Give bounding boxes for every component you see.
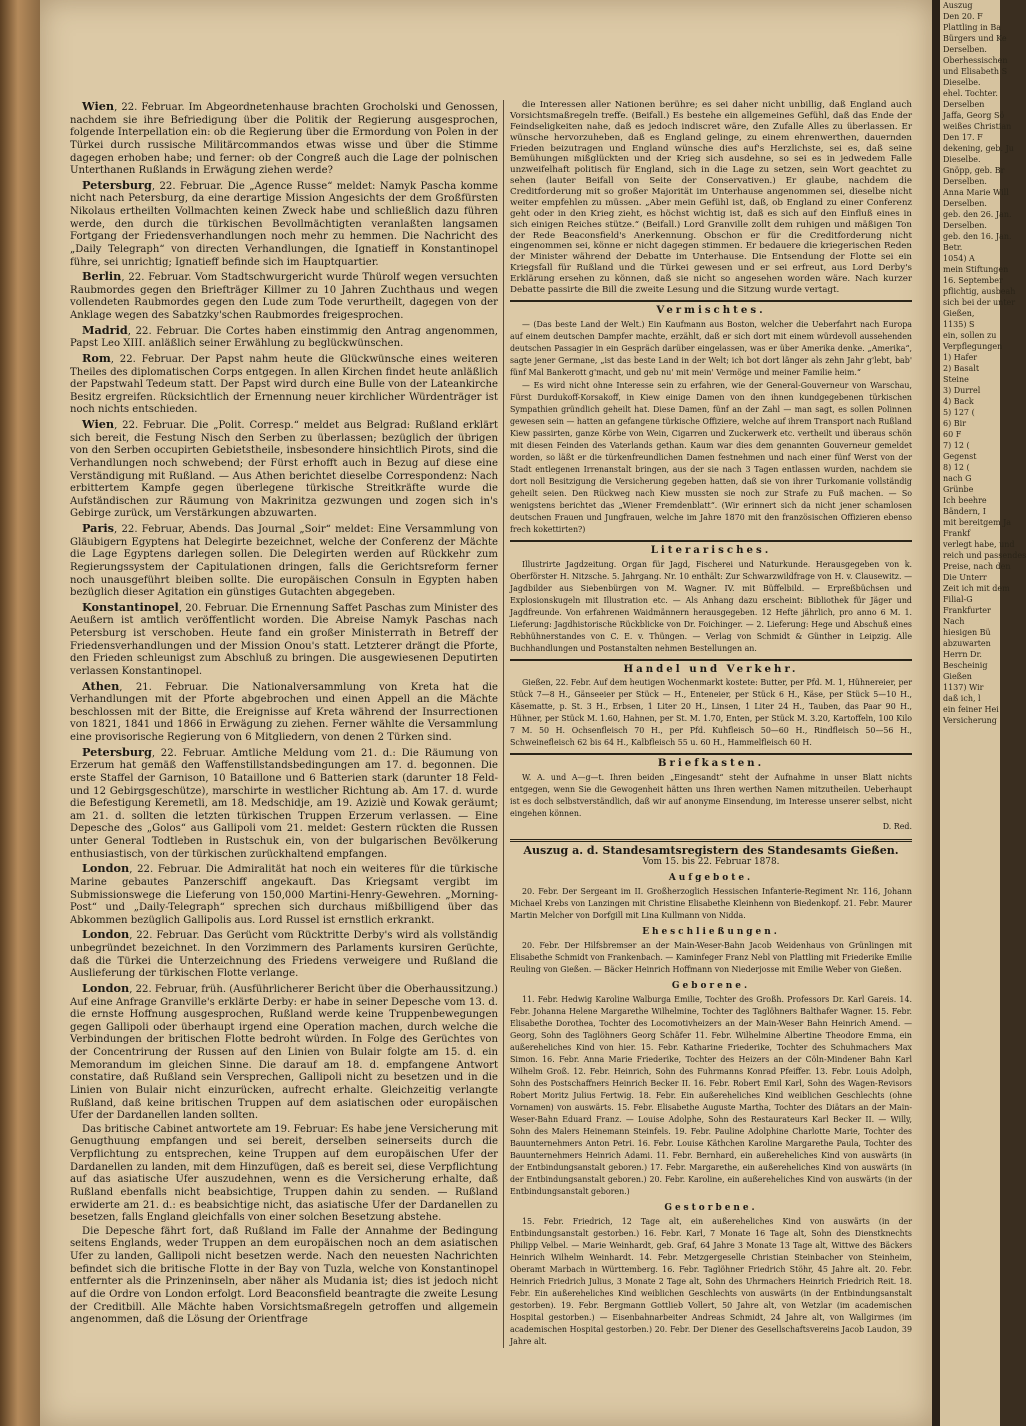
adjacent-page-fragment: Nach (943, 617, 965, 626)
adjacent-page-fragment: Frankf (943, 529, 971, 538)
article-date: , 22. Februar. (129, 864, 201, 876)
article-date: , 22. Februar. (129, 930, 200, 942)
article (70, 324, 498, 351)
adjacent-page-fragment: Gnöpp, geb. Br (943, 166, 1005, 175)
adjacent-page-fragment: 16. September (943, 276, 1003, 285)
standesamt-title: Auszug a. d. Standesamtsregistern des Standesamts Gießen. (510, 839, 912, 857)
briefkasten-section (510, 772, 912, 820)
article-date: , 22. Februar. (114, 420, 187, 431)
article-dateline: Madrid (82, 322, 128, 337)
adjacent-page-fragment: Jaffa, Georg Sö (943, 111, 1005, 120)
vermischtes-paragraph: — Es wird nicht ohne Interesse sein zu erfahren, wie der General-Gouverneur von Warschau, Fürst Durdukoff-Korsakoff, in Kiew einige Damen von den ihnen kundgegebenen türkischen Sympathien gründlich geheilt hat. Diese Damen, fünf an der Zahl — man sagt, es sollen Polinnen gewesen sein — hatten an gefangene türkische Offiziere, welche auf ihrem Transport nach Rußland Kiew passirten, ganze Körbe von Wein, Cigarren und Zuckerwerk etc. vertheilt und überaus schön mit diesen Feinden des Vaterlands gethan. Kaum war dies dem genannten Gouverneur gemeldet worden, so läßt er die türkenfreundlichen Damen festnehmen und nach einer fünf Werst von der Stadt entlegenen Irrenanstalt bringen, aus der sie nach 3 Tagen entlassen wurden, nachdem sie dort noll Besitzigung die Versicherung gegeben hatten, daß sie von ihrer Turkomanie vollständig geheilt seien. Den Rückweg nach Kiew mussten sie noch zur Strafe zu Fuß machen. — So wenigstens berichtet das „Wiener Fremdenblatt“. (Wir erinnert sich da nicht jener schamlosen deutschen Frauen und Jungfrauen, welche im Jahre 1870 mit den französischen Offizieren ebenso frech kokettirten?) (510, 380, 912, 534)
adjacent-page-fragment: Den 17. F (943, 133, 983, 142)
book-binding (0, 0, 40, 1426)
editor-signature: D. Red. (882, 822, 912, 832)
adjacent-page-fragment: Anna Marie Will (943, 188, 1009, 197)
adjacent-page-fragment: Betr. (943, 243, 963, 252)
adjacent-page-fragment: daß ich, l (943, 694, 981, 703)
adjacent-page-edge (940, 0, 1026, 1426)
adjacent-page-fragment: 4) Back (943, 397, 974, 406)
literarisches-section (510, 559, 912, 655)
adjacent-page-fragment: Preise, nach den (943, 562, 1011, 571)
article (70, 270, 498, 323)
adjacent-page-fragment: weißes Christian (943, 122, 1012, 131)
register-entries: 15. Febr. Friedrich, 12 Tage alt, ein außereheliches Kind von auswärts (in der Entbindungsanstalt gestorben.) 16. Febr. Karl, 7 Monate 16 Tage alt, Sohn des Dienstknechts Philipp Velbel. — Marie Weinhardt, geb. Graf, 64 Jahre 3 Monate 13 Tage alt, Wittwe des Bäckers Heinrich Wilhelm Weinhardt. 14. Febr. Metzgergeselle Christian Steinbacher von Steinheim, Oberamt Marbach in Württemberg. 16. Febr. Taglöhner Friedrich Stöhr, 45 Jahre alt. 20. Febr. Heinrich Friedrich Julius, 3 Monate 2 Tage alt, Sohn des Uhrmachers Heinrich Friedrich Reit. 18. Febr. Ein außereheliches Kind weiblichen Geschlechts von auswärts (in der Entbindungsanstalt gestorben). 19. Febr. Bergmann Gottlieb Vollert, 50 Jahre alt, von Wetzlar (im academischen Hospital gestorben.) — Eisenbahnarbeiter Andreas Schmidt, 24 Jahre alt, von Wallgirmes (im academischen Hospital gestorben.) 20. Febr. Der Diener des Gesellschaftsvereins Jacob Laudon, 39 Jahre alt. (510, 1217, 912, 1346)
article-dateline: Petersburg (82, 744, 152, 759)
article-text: Das britische Cabinet antwortete am 19. Februar: Es habe jene Versicherung mit Genugthuung empfangen und sei bereit, derselben seinerseits durch die Verpflichtung zu entsprechen, keine Truppen auf dem europäischen Ufer der Dardanellen zu landen, mit dem Hinzufügen, daß es bereit sei, diese Verpflichtung auf das asiatische Ufer auszudehnen, wenn es die Versicherung erhalte, daß Rußland ebenfalls nicht beabsichtige, Truppen dahin zu senden. — Rußland erwiderte am 21. d.: es beabsichtige nicht, das asiatische Ufer der Dardanellen zu besetzen, falls England gleichfalls von einer solchen Besetzung abstehe. (70, 1123, 498, 1224)
adjacent-page-fragment: 7) 12 ( (943, 441, 970, 450)
article-text: Das Journal „Soir“ meldet: Eine Versammlung von Gläubigern Egyptens hat Delegirte bezeichnet, welche der Conferenz der Mächte die Lage Egyptens darlegen sollen. Die Delegirten werden auf Rückkehr zum Regierungssystem der Capitulationen dringen, falls die Gerichtsreform ferner noch unausgeführt bleiben sollte. Die europäischen Consuln in Egypten haben bezüglich dieser Agitation ein günstiges Gutachten abgegeben. (70, 524, 498, 599)
article-date: , 22. Februar. (151, 747, 226, 759)
vermischtes-paragraph: — (Das beste Land der Welt.) Ein Kaufmann aus Boston, welcher die Ueberfahrt nach Europa auf einem deutschen Dampfer machte, erzählt, daß er sich dort mit einem würdevoll aussehenden deutschen Passagier in ein Gespräch darüber eingelassen, was er über Amerika denke. „Amerika“, sagte jener Germane, „ist das beste Land in der Welt; ich bot dort länger als zehn Jahr g'lebt, bab' fünf Mal Bankerott g'macht, und geb nu' mit mein' Vermöge und meiner Familie heim.“ (510, 319, 912, 377)
adjacent-page-fragment: geb. den 26. Jan. (943, 210, 1012, 219)
section-heading-vermischtes: Vermischtes. (510, 300, 912, 316)
article-dateline: London (82, 927, 130, 942)
adjacent-page-fragment: Derselben. (943, 177, 987, 186)
briefkasten-paragraph: W. A. und A—g—t. Ihren beiden „Eingesandt“ steht der Aufnahme in unser Blatt nichts entgegen, wenn Sie die Gewogenheit hätten uns Ihren werthen Namen mitzutheilen. Ueberhaupt ist es doch selbstverständlich, daß wir auf anonyme Einsendung, im Interesse unserer selbst, nicht eingehen können. (510, 773, 912, 819)
adjacent-page-fragment: 8) 12 ( (943, 463, 970, 472)
adjacent-page-fragment: Dieselbe. (943, 155, 981, 164)
article-text: Die Depesche fährt fort, daß Rußland im Falle der Annahme der Bedingung seitens Englands, weder Truppen an dem europäischen noch an dem asiatischen Ufer zu landen, Gallipoli nicht besetzen werde. Nach den neuesten Nachrichten befindet sich die britische Flotte in der Bay von Tuzla, welche von Konstantinopel entfernter als die Prinzeninseln, aber näher als Mudania ist; dies ist jedoch nicht auf die Ordre von London erfolgt. Lord Beaconsfield beantragte die zweite Lesung der Creditbill. Alle Mächte haben Vorsichtsmaßregeln getroffen und allgemein angenommen, daß die Lösung der Orientfrage (70, 1225, 498, 1326)
adjacent-page-fragment: 1137) Wir (943, 683, 984, 692)
article (70, 179, 498, 269)
adjacent-page-fragment: verlegt habe, und (943, 540, 1015, 549)
article-date: , 22. Februar. (151, 180, 224, 192)
article-text: Das Gerücht vom Rücktritte Derby's wird als vollständig unbegründet bezeichnet. In den Vorzimmern des Parlaments kursiren Gerüchte, daß die Türkei die Unterzeichnung des Friedens verweigere und Rußland die Auslieferung der türkischen Flotte verlange. (70, 930, 498, 980)
article-dateline: London (82, 980, 130, 995)
right-column (510, 100, 912, 1349)
adjacent-page-fragment: Bürgers und Ke (943, 34, 1007, 43)
adjacent-page-fragment: 1135) S (943, 320, 975, 329)
adjacent-page-fragment: nach G (943, 474, 972, 483)
column-divider (503, 100, 504, 1348)
article (70, 982, 498, 1123)
adjacent-page-fragment: Herrn Dr. (943, 650, 982, 659)
article-text: Die „Polit. Corresp.“ meldet aus Belgrad: Rußland erklärt sich bereit, die Festung Nisch den Serben zu überlassen; bezüglich der übrigen von den Serben occupirten Gebietstheile, insbesondere hinsichtlich Pirots, sind die Verhandlungen noch schwebend; der Fürst erhofft auch in Bezug auf diese eine Verständigung mit Rußland. — Aus Athen berichtet dieselbe Correspondenz: Nach erbittertem Kampfe gegen überlegene türkische Streitkräfte wurde die Aufständischen zur Räumung von Makrinitza gezwungen und zogen sich in's Gebirge zurück, um Verstärkungen abzuwarten. (70, 420, 498, 520)
article-text: Die „Agence Russe“ meldet: Namyk Pascha komme nicht nach Petersburg, da eine derartige Mission Angesichts der dem Großfürsten Nikolaus ertheilten Vollmachten keinen Zweck habe und schließlich dazu führen werde, den durch die türkischen Bevollmächtigten veranlaßten langsamen Fortgang der Friedensverhandlungen noch mehr zu hemmen. Die Nachricht des „Daily Telegraph“ von directen Verhandlungen, die Ignatieff in Konstantinopel führe, sei unrichtig; Ignatieff befinde sich im Hauptquartier. (70, 180, 498, 268)
handel-section (510, 677, 912, 749)
article (70, 928, 498, 981)
adjacent-page-fragment: mit bereitgem Ja (943, 518, 1012, 527)
vermischtes-section (510, 319, 912, 536)
adjacent-page-fragment: ein, sollen zu (943, 331, 997, 340)
adjacent-page-fragment: Derselben. (943, 45, 987, 54)
adjacent-page-fragment: dekening, geb. Ju (943, 144, 1014, 153)
adjacent-page-fragment: Die Unterr (943, 573, 987, 582)
article-dateline: Athen (82, 678, 120, 693)
adjacent-page-fragment: Frankfurter (943, 606, 991, 615)
article-paragraph: die Interessen aller Nationen berühre; es sei daher nicht unbillig, daß England auch Vorsichtsmaßregeln treffe. (Beifall.) Es bestehe ein allgemeines Gefühl, daß das Ende der Feindseligkeiten nahe, daß es jedoch indiscret wäre, den Zufalle Alles zu überlassen. Er wünsche hervorzuheben, daß es England gelinge, zu einem ehrenwerthen, dauernden Frieden beizutragen und England wünsche dies auf's Herzlichste, sei es, daß seine Bemühungen mißglückten und der Krieg sich ausdehne, so sei es in jedwedem Falle unzweifelhaft politisch für England, sich in die Lage zu setzen, sein Wort geachtet zu sehen (lauter Beifall von Seite der Conservativen.) Er glaube, nachdem die Creditforderung mit so großer Majorität im Unterhause angenommen sei, dieselbe nicht weiter empfehlen zu müssen. „Aber mein Gefühl ist, daß, ob England zu einer Conferenz geht oder in den Krieg zieht, es höchst wichtig ist, daß es sich auf den Einfluß eines in sich einigen Reiches stütze.“ (Beifall.) Lord Granville zollt dem ruhigen und mäßigen Ton der Rede Beaconsfield's Anerkennung. Obschon er für die Creditforderung nicht eingenommen sei, könne er nicht dagegen stimmen. Er bedauere die kriegerischen Reden der Minister während der Debatte im Unterhause. Die Entsendung der Flotte sei ein Kriegsfall für Rußland und die Türkei gewesen und er sei erfreut, aus Lord Derby's Erklärung ersehen zu können, daß sie nicht so angesehen worden wäre. Nach kurzer Debatte passirte die Bill die zweite Lesung und die Sitzung wurde vertagt. (510, 100, 912, 295)
register-entries: 11. Febr. Hedwig Karoline Walburga Emilie, Tochter des Großh. Professors Dr. Karl Gareis. 14. Febr. Johanna Helene Margarethe Wilhelmine, Tochter des Taglöhners Balthafer Wagner. 15. Febr. Elisabethe Dorothea, Tochter des Locomotivheizers an der Main-Weser Bahn Heinrich Amend. — Georg, Sohn des Taglöhners Georg Schäfer 11. Febr. Wilhelmine Albertine Theodore Emma, ein außereheliches Kind von hier. 15. Febr. Katharine Friederike, Tochter des Schuhmachers Max Simon. 16. Febr. Anna Marie Friederike, Tochter des Heizers an der Cöln-Mindener Bahn Karl Wilhelm Groß. 12. Febr. Heinrich, Sohn des Fuhrmanns Konrad Pfeiffer. 13. Febr. Louis Adolph, Sohn des Postschaffners Heinrich Becker II. 16. Febr. Robert Emil Karl, Sohn des Wagen-Revisors Robert Moritz Julius Fertwig. 18. Febr. Ein außereheliches Kind weiblichen Geschlechts (ohne Vornamen) von auswärts. 15. Febr. Elisabethe Auguste Martha, Tochter des Diätars an der Main-Weser-Bahn Eduard Franz. — Louise Adolphe, Sohn des Restaurateurs Karl Becker II. — Willy, Sohn des Malers Heinemann Steinfels. 19. Febr. Pauline Adolphine Charlotte Marie, Tochter des Bauunternehmers Anton Petri. 16. Febr. Louise Käthchen Karoline Margarethe Paula, Tochter des Bauunternehmers Heinrich Adami. 11. Febr. Bernhard, ein außereheliches Kind von auswärts (in der Entbindungsanstalt geboren.) 17. Febr. Margarethe, ein außereheliches Kind von auswärts (in der Entbindungsanstalt geboren.) 20. Febr. Karoline, ein außereheliches Kind von auswärts (in der Entbindungsanstalt geboren.) (510, 995, 912, 1196)
adjacent-page-fragment: Verpflegungen (943, 342, 1003, 351)
adjacent-page-fragment: Gießen, (943, 309, 975, 318)
adjacent-page-fragment: ein feiner Hei (943, 705, 999, 714)
adjacent-page-fragment: geb. den 16. Jan. (943, 232, 1012, 241)
article-dateline: Wien (82, 417, 115, 431)
adjacent-page-fragment: Derselben (943, 100, 985, 109)
adjacent-page-fragment: ehel. Tochter. (943, 89, 998, 98)
article-dateline: Konstantinopel (82, 599, 179, 614)
article (70, 100, 498, 178)
adjacent-page-fragment: Oberhessischen (943, 56, 1008, 65)
article (70, 1124, 498, 1225)
adjacent-page-fragment: Ich beehre (943, 496, 987, 505)
adjacent-page-fragment: 60 F (943, 430, 962, 439)
adjacent-page-fragment: Den 20. F (943, 12, 983, 21)
adjacent-page-fragment: Zeit ich mit dem (943, 584, 1010, 593)
adjacent-page-fragment: Dieselbe. (943, 78, 981, 87)
article (70, 601, 498, 679)
article-dateline: Berlin (82, 269, 122, 284)
article-text: Die Admiralität hat noch ein weiteres für die türkische Marine gebautes Panzerschiff angekauft. Das Kriegsamt vergibt im Submissionswege die Lieferung von 150,000 Martini-Henry-Gewehren. „Morning-Post“ und „Daily-Telegraph“ sprechen sich durchaus mißbilligend über das Abkommen bezüglich Gallipolis aus. Lord Russel ist ernstlich erkrankt. (70, 864, 498, 926)
article (70, 522, 498, 600)
article-text: Die Cortes haben einstimmig den Antrag angenommen, Papst Leo XIII. anläßlich seiner Erwählung zu beglückwünschen. (70, 325, 498, 350)
article (70, 352, 498, 417)
article (70, 862, 498, 927)
article-text: Der Papst nahm heute die Glückwünsche eines weiteren Theiles des diplomatischen Corps entgegen. In allen Kirchen findet heute anläßlich der Papstwahl Tedeum statt. Der Papst wird durch eine Bulle von der Lateankirche Besitz ergreifen. Rücksichtlich der Ernennung neuer kirchlicher Würdenträger ist noch nichts entschieden. (70, 353, 498, 416)
adjacent-page-fragment: Bändern, I (943, 507, 986, 516)
register-heading: Gestorbene. (664, 1203, 758, 1213)
adjacent-page-fragment: Plattling in Ba (943, 23, 1001, 32)
article-dateline: Rom (82, 350, 111, 365)
adjacent-page-fragment: 1054) A (943, 254, 975, 263)
adjacent-page-fragment: Filial-G (943, 595, 973, 604)
article-text: Im Abgeordnetenhause brachten Grocholski und Genossen, nachdem sie ihre Befriedigung über die Politik der Regierung ausgesprochen, folgende Interpellation ein: ob die Regierung über die Ermordung von Polen in der Türkei durch russische Militärcommandos etwas wisse und über die Stimme dagegen erhoben habe; und ferner: ob der Congreß auch die Lage der polnischen Unterthanen Rußlands in Erwägung ziehen werde? (70, 102, 498, 177)
adjacent-page-fragment: mein Stiftungen (943, 265, 1009, 274)
article-date: , 22. Februar, Abends. (114, 524, 231, 535)
handel-paragraph: Gießen, 22. Febr. Auf dem heutigen Wochenmarkt kostete: Butter, per Pfd. M. 1, Hühnereier, per Stück 7—8 H., Gänseeier per Stück — H., Enteneier, per Stück 6 H., Käse, per Stück 5—10 H., Käsematte, p. St. 3 H., Erbsen, 1 Liter 20 H., Linsen, 1 Liter 24 H., Tauben, das Paar 90 H., Hühner, per Stück M. 1.60, Hahnen, per St. M. 1.70, Enten, per Stück M. 3.20, Kartoffeln, 100 Kilo 7 M. 50 H. Ochsenfleisch 70 H., per Pfd. Kuhfleisch 50—60 H., Rindfleisch 50—56 H., Schweinefleisch 62 bis 64 H., Kalbfleisch 55 u. 60 H., Hammelfleisch 60 H. (510, 678, 912, 748)
article-dateline: Petersburg (82, 177, 152, 192)
standesamt-section (510, 872, 912, 1348)
article-date: , 22. Februar. (127, 325, 200, 337)
article (70, 680, 498, 745)
page-gutter (932, 0, 940, 1426)
adjacent-page-fragment: Gießen (943, 672, 972, 681)
article-date: , 20. Februar. (178, 602, 248, 614)
left-column (70, 100, 498, 1328)
article-text: Vom Stadtschwurgericht wurde Thürolf wegen versuchten Raubmordes gegen den Briefträger Killmer zu 10 Jahren Zuchthaus und wegen vollendeten Raubmordes gegen den Lude zum Tode verurtheilt, dagegen von der Anklage wegen des Sabatzky'schen Raubmordes freigesprochen. (70, 272, 498, 321)
article (70, 746, 498, 862)
register-entries: 20. Febr. Der Hilfsbremser an der Main-Weser-Bahn Jacob Weidenhaus von Grünlingen mit Elisabethe Schmidt von Frankenbach. — Kaminfeger Franz Nebl von Plattling mit Friederike Emilie Reuling von Gießen. — Bäcker Heinrich Hoffmann von Niederjosse mit Emilie Weber von Gießen. (510, 941, 912, 974)
adjacent-page-fragment: Bescheinig (943, 661, 988, 670)
article-date: , 22. Februar, früh. (129, 983, 227, 995)
article (70, 1226, 498, 1327)
adjacent-page-fragment: abzuwarten (943, 639, 991, 648)
section-heading-briefkasten: Briefkasten. (510, 753, 912, 769)
register-heading: Aufgebote. (668, 873, 754, 883)
adjacent-page-fragment: hiesigen Bü (943, 628, 991, 637)
literarisches-paragraph: Illustrirte Jagdzeitung. Organ für Jagd, Fischerei und Naturkunde. Herausgegeben von k. Oberförster H. Nitzsche. 5. Jahrgang. Nr. 10 enthält: Zur Schwarzwildfrage von H. v. Clausewitz. — Jagdbilder aus Siebenbürgen von M. Wagner. IV. mit Büffelbild. — Erpreßbüchsen und Explosionskugeln mit Illustration etc. — Als Anhang dazu erscheint: Bibliothek für Jäger und Jagdfreunde. Von erfahrenen Waidmännern herausgegeben. 12 Hefte jährlich, pro anno 6 M. 1. Lieferung: Jagdhistorische Rückblicke von Dr. Foichinger. — 2. Lieferung: Hege und Abschuß eines Rebhühnerstandes von C. E. v. Thüngen. — Verlag von Schmidt & Günther in Leipzig. Alle Buchhandlungen und Postanstalten nehmen Bestellungen an. (510, 559, 912, 653)
adjacent-page-fragment: sich bei der unter (943, 298, 1016, 307)
article-date: , 21. Februar. (119, 681, 209, 693)
adjacent-page-fragment: Derselben. (943, 221, 987, 230)
adjacent-page-fragment: Grünbe (943, 485, 974, 494)
adjacent-page-fragment: pflichtig, ausbeah (943, 287, 1016, 296)
article-text: Amtliche Meldung vom 21. d.: Die Räumung von Erzerum hat gemäß den Waffenstillstandsbedingungen am 17. d. begonnen. Die erste Staffel der Garnison, 10 Bataillone und 6 Batterien stark (darunter 18 Feld- und 12 Gebirgsgeschütze), marschirte in westlicher Richtung ab. Am 17. d. wurde die Befestigung Keremetli, am 18. Medschidje, am 19. Aziziè und Kowak geräumt; am 21. d. sollten die letzten türkischen Truppen Erzerum verlassen. — Eine Depesche des „Golos“ aus Gallipoli vom 21. meldet: Gestern rückten die Russen unter General Todtleben in Rustschuk ein, von der bulgarischen Bevölkerung enthusiastisch, von der türkischen zurückhaltend empfangen. (70, 747, 498, 860)
adjacent-page-fragment: Steine (943, 375, 969, 384)
adjacent-page-fragment: 5) 127 ( (943, 408, 975, 417)
article-text: Die Nationalversammlung von Kreta hat die Verhandlungen mit der Pforte abgebrochen und einen Appell an die Mächte beschlossen mit der Bitte, die Ereignisse auf Kreta während der Insurrectionen von 1821, 1841 und 1866 in Erwägung zu ziehen. Ferner wählte die Versammlung eine provisorische Regierung von 6 Mitgliedern, von denen 2 Türken sind. (70, 681, 498, 743)
article-dateline: Paris (82, 521, 115, 535)
adjacent-page-fragment: Derselben. (943, 199, 987, 208)
adjacent-page-fragment: 6) Bir (943, 419, 967, 428)
oberhaus-report-continuation (510, 100, 912, 296)
adjacent-page-fragment: 3) Durrel (943, 386, 981, 395)
adjacent-page-fragment: Versicherung (943, 716, 997, 725)
standesamt-date-range: Vom 15. bis 22. Februar 1878. (642, 857, 780, 868)
article-dateline: London (82, 861, 130, 876)
article-text: Die Ernennung Saffet Paschas zum Minister des Aeußern ist amtlich veröffentlicht worden. Die Abreise Namyk Paschas nach Petersburg ist verschoben. Heute fand ein großer Ministerrath in Betreff der Friedensverhandlungen und der Mission Onou's statt. Letzterer drängt die Pforte, den Frieden schleunigst zum Abschluß zu bringen. Die ausgewiesenen Deputirten verlassen Konstantinopel. (70, 602, 498, 677)
adjacent-page-fragment: Gegenst (943, 452, 977, 461)
adjacent-page-fragment: Auszug (943, 1, 973, 10)
article (70, 418, 498, 521)
article-dateline: Wien (82, 99, 115, 113)
adjacent-page-fragment: reich und passendes (943, 551, 1026, 560)
adjacent-page-fragment: 2) Basalt (943, 364, 980, 373)
register-heading: Eheschließungen. (642, 927, 780, 937)
section-heading-literarisches: Literarisches. (510, 540, 912, 556)
register-heading: Geborene. (671, 981, 751, 991)
register-entries: 20. Febr. Der Sergeant im II. Großherzoglich Hessischen Infanterie-Regiment Nr. 116, Johann Michael Krebs von Lanzingen mit Christine Elisabethe Kleinhenn von Biedenkopf. 21. Febr. Maurer Martin Melcher von Dorfgill mit Lina Kullmann von Nidda. (510, 887, 912, 920)
section-heading-handel: Handel und Verkehr. (510, 659, 912, 675)
adjacent-page-fragment: 1) Hafer (943, 353, 978, 362)
article-date: , 22. Februar. (121, 272, 192, 284)
article-text: (Ausführlicherer Bericht über die Oberhaussitzung.) Auf eine Anfrage Granville's erklärte Derby: er habe in seiner Depesche vom 13. d. die ernste Hoffnung ausgesprochen, Rußland werde keine Truppenbewegungen gegen Gallipoli oder überhaupt irgend eine Operation machen, durch welche die Verbindungen der britischen Flotte bedroht würden. In Folge des Gerüchtes von der Concentrirung der Russen auf den Linien von Bulair folgte am 15. d. ein Memorandum im gleichen Sinne. Die darauf am 18. d. empfangene Antwort constatire, daß Rußland sein Versprechen, Gallipoli nicht zu besetzen und in die Linien von Bulair nicht einzurücken, aufrecht erhalte. Gleichzeitig verlangte Rußland, daß keine britischen Truppen auf dem asiatischen oder europäischen Ufer der Dardanellen landen sollten. (70, 983, 498, 1122)
article-date: , 22. Februar. (110, 353, 185, 365)
adjacent-page-fragment: und Elisabeth S (943, 67, 1008, 76)
article-date: , 22. Februar. (114, 102, 185, 113)
